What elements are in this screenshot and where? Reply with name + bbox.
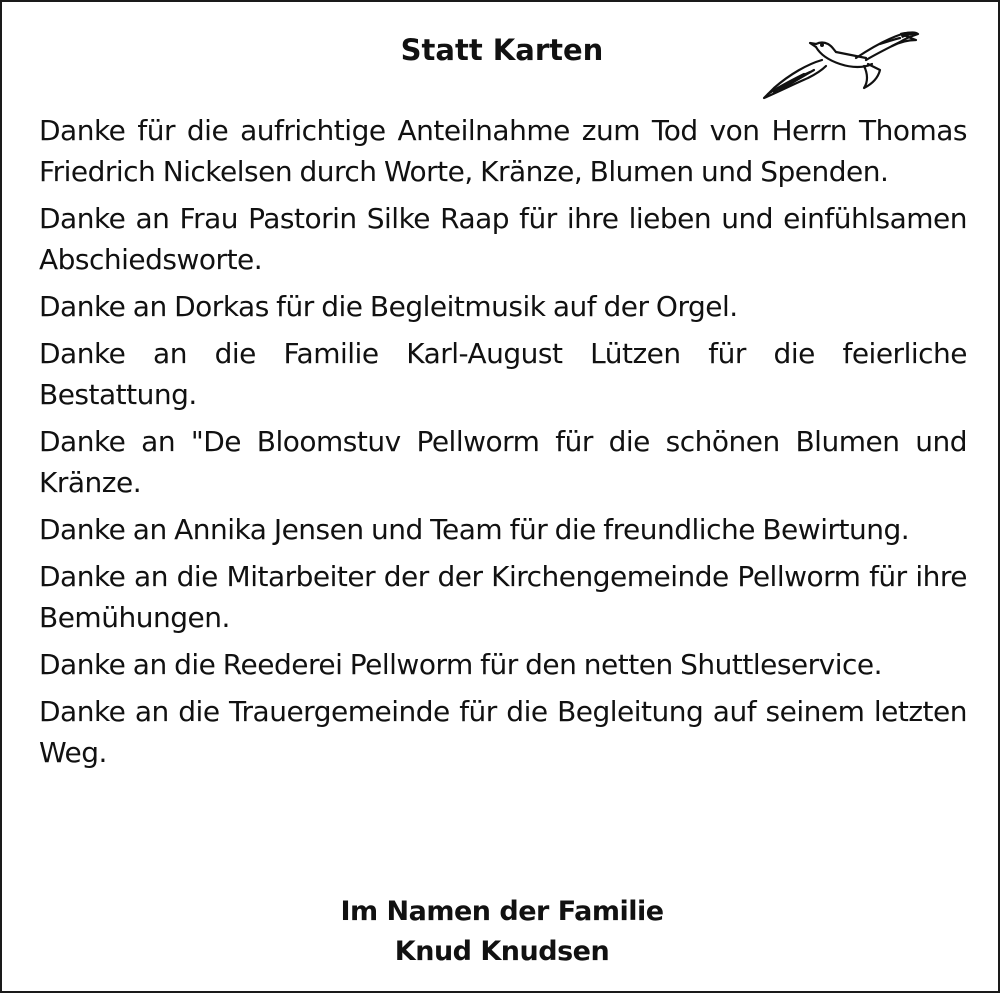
notice-body bbox=[39, 110, 967, 779]
signature-name: Knud Knudsen bbox=[394, 936, 610, 967]
thanks-paragraph-7: Danke an die Mitarbeiter der der Kirchengemeinde Pellworm für ihre Bemühungen. bbox=[39, 560, 967, 634]
thanks-paragraph-8: Danke an die Reederei Pellworm für den netten Shuttleservice. bbox=[39, 648, 883, 681]
closing-line: Im Namen der Familie bbox=[340, 896, 664, 927]
notice-title: Statt Karten bbox=[400, 33, 604, 67]
seagull-icon bbox=[760, 22, 922, 102]
thanks-paragraph-1: Danke für die aufrichtige Anteilnahme zum Tod von Herrn Thomas Friedrich Nickelsen durch Worte, Kränze, Blumen und Spenden. bbox=[39, 114, 967, 188]
closing-block bbox=[2, 892, 1000, 972]
thanks-paragraph-6: Danke an Annika Jensen und Team für die freundliche Bewirtung. bbox=[39, 513, 910, 546]
thanks-paragraph-4: Danke an die Familie Karl-August Lützen für die feierliche Bestattung. bbox=[39, 337, 967, 411]
thanks-paragraph-5: Danke an "De Bloomstuv Pellworm für die schönen Blumen und Kränze. bbox=[39, 425, 967, 499]
thanks-paragraph-2: Danke an Frau Pastorin Silke Raap für ihre lieben und einfühlsamen Abschiedsworte. bbox=[39, 202, 967, 276]
thanks-paragraph-3: Danke an Dorkas für die Begleitmusik auf der Orgel. bbox=[39, 290, 738, 323]
thanks-paragraph-9: Danke an die Trauergemeinde für die Begleitung auf seinem letzten Weg. bbox=[39, 695, 967, 769]
